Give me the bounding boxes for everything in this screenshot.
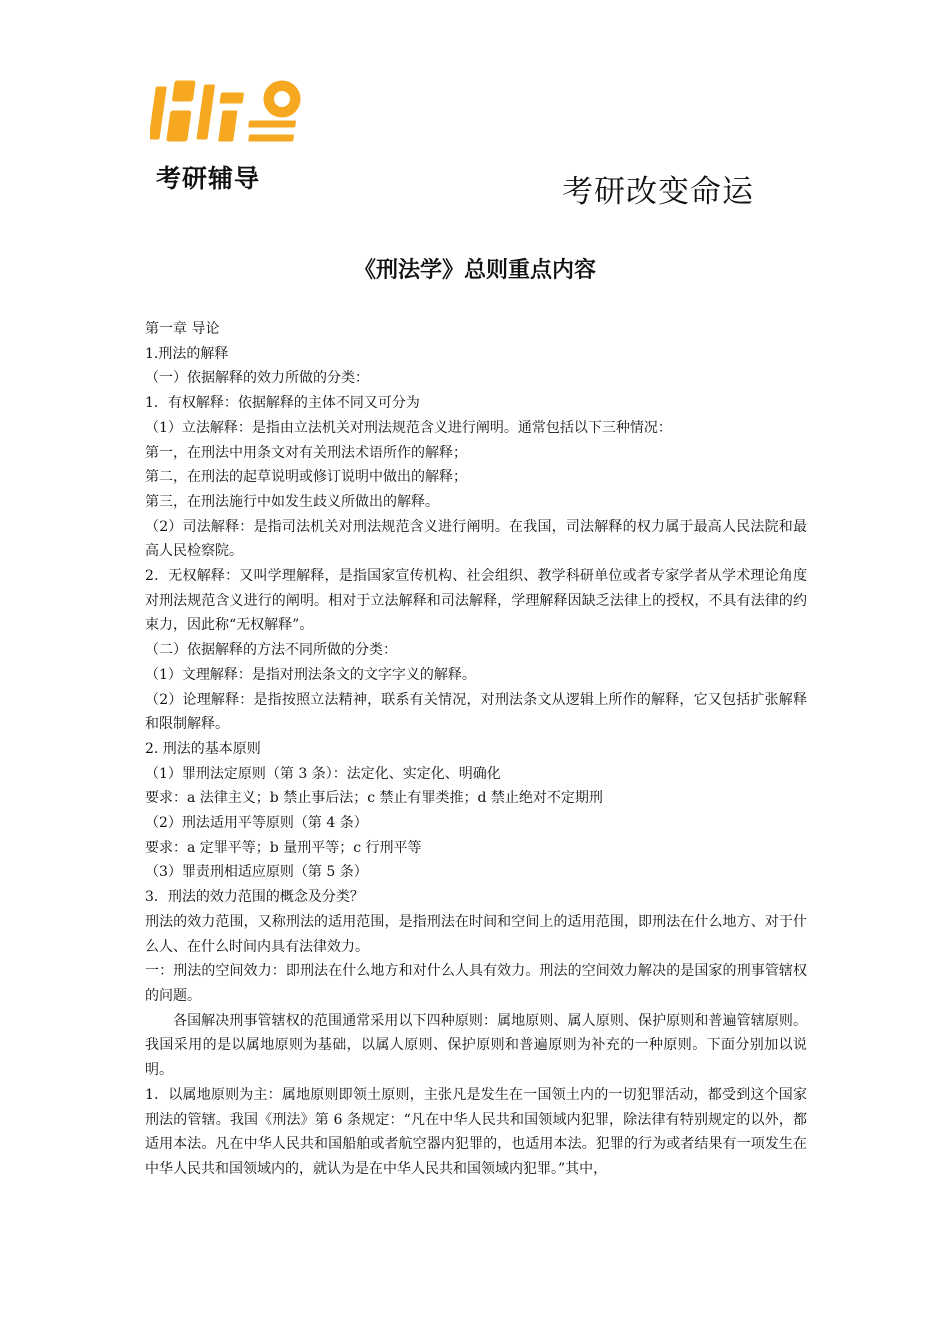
paragraph: （2）论理解释：是指按照立法精神，联系有关情况，对刑法条文从逻辑上所作的解释，它又包括扩张解释和限制解释。 [145, 691, 807, 733]
paragraph: （1）文理解释：是指对刑法条文的文字字义的解释。 [145, 666, 476, 683]
paragraph: 1．以属地原则为主：属地原则即领土原则，主张凡是发生在一国领土内的一切犯罪活动，都受到这个国家刑法的管辖。我国《刑法》第 6 条规定：“凡在中华人民共和国领域内犯罪，除法律有特别规定的以外，都适用本法。凡在中华人民共和国船舶或者航空器内犯罪的，也适用本法。犯罪的行为或者结果有一项发生在中华人民共和国领域内的，就认为是在中华人民共和国领域内犯罪。”其中， [145, 1086, 807, 1177]
paragraph: （1）罪刑法定原则（第 3 条）：法定化、实定化、明确化 [145, 765, 501, 782]
paragraph: 要求：a 法律主义；b 禁止事后法；c 禁止有罪类推；d 禁止绝对不定期刑 [145, 790, 603, 807]
paragraph: 第一，在刑法中用条文对有关刑法术语所作的解释； [145, 444, 467, 461]
paragraph: （1）立法解释：是指由立法机关对刑法规范含义进行阐明。通常包括以下三种情况： [145, 419, 672, 436]
logo-subtitle: 考研辅导 [156, 164, 261, 193]
paragraph: （2）刑法适用平等原则（第 4 条） [145, 815, 368, 832]
paragraph: 1．有权解释：依据解释的主体不同又可分为 [145, 395, 420, 412]
document-body [145, 317, 807, 1182]
section-heading: 2. 刑法的基本原则 [145, 740, 261, 757]
document-title: 《刑法学》总则重点内容 [353, 258, 596, 283]
paragraph: （3）罪责刑相适应原则（第 5 条） [145, 864, 368, 881]
paragraph: 要求：a 定罪平等；b 量刑平等；c 行刑平等 [145, 839, 422, 856]
section-heading: 1.刑法的解释 [145, 345, 229, 362]
slogan: 考研改变命运 [562, 174, 754, 210]
logo [150, 75, 310, 195]
paragraph: （2）司法解释：是指司法机关对刑法规范含义进行阐明。在我国，司法解释的权力属于最高人民法院和最高人民检察院。 [145, 518, 807, 560]
paragraph: 2．无权解释：又叫学理解释，是指国家宣传机构、社会组织、教学科研单位或者专家学者从学术理论角度对刑法规范含义进行的阐明。相对于立法解释和司法解释，学理解释因缺乏法律上的授权，不具有法律的约束力，因此称“无权解释”。 [145, 568, 807, 634]
paragraph: 第三，在刑法施行中如发生歧义所做出的解释。 [145, 493, 439, 510]
paragraph: 第二，在刑法的起草说明或修订说明中做出的解释； [145, 469, 467, 486]
paragraph: 一：刑法的空间效力：即刑法在什么地方和对什么人具有效力。刑法的空间效力解决的是国家的刑事管辖权的问题。 [145, 963, 807, 1004]
chapter-heading: 第一章 导论 [145, 321, 220, 337]
paragraph: 各国解决刑事管辖权的范围通常采用以下四种原则：属地原则、属人原则、保护原则和普遍管辖原则。我国采用的是以属地原则为基础，以属人原则、保护原则和普遍原则为补充的一种原则。下面分别加以说明。 [145, 1012, 807, 1079]
paragraph: （一）依据解释的效力所做的分类： [145, 370, 369, 387]
paragraph: 刑法的效力范围，又称刑法的适用范围，是指刑法在时间和空间上的适用范围，即刑法在什么地方、对于什么人、在什么时间内具有法律效力。 [145, 913, 807, 955]
kaicheng-logo-mark [150, 75, 310, 157]
paragraph: （二）依据解释的方法不同所做的分类： [145, 642, 397, 659]
section-heading: 3．刑法的效力范围的概念及分类？ [145, 889, 364, 906]
